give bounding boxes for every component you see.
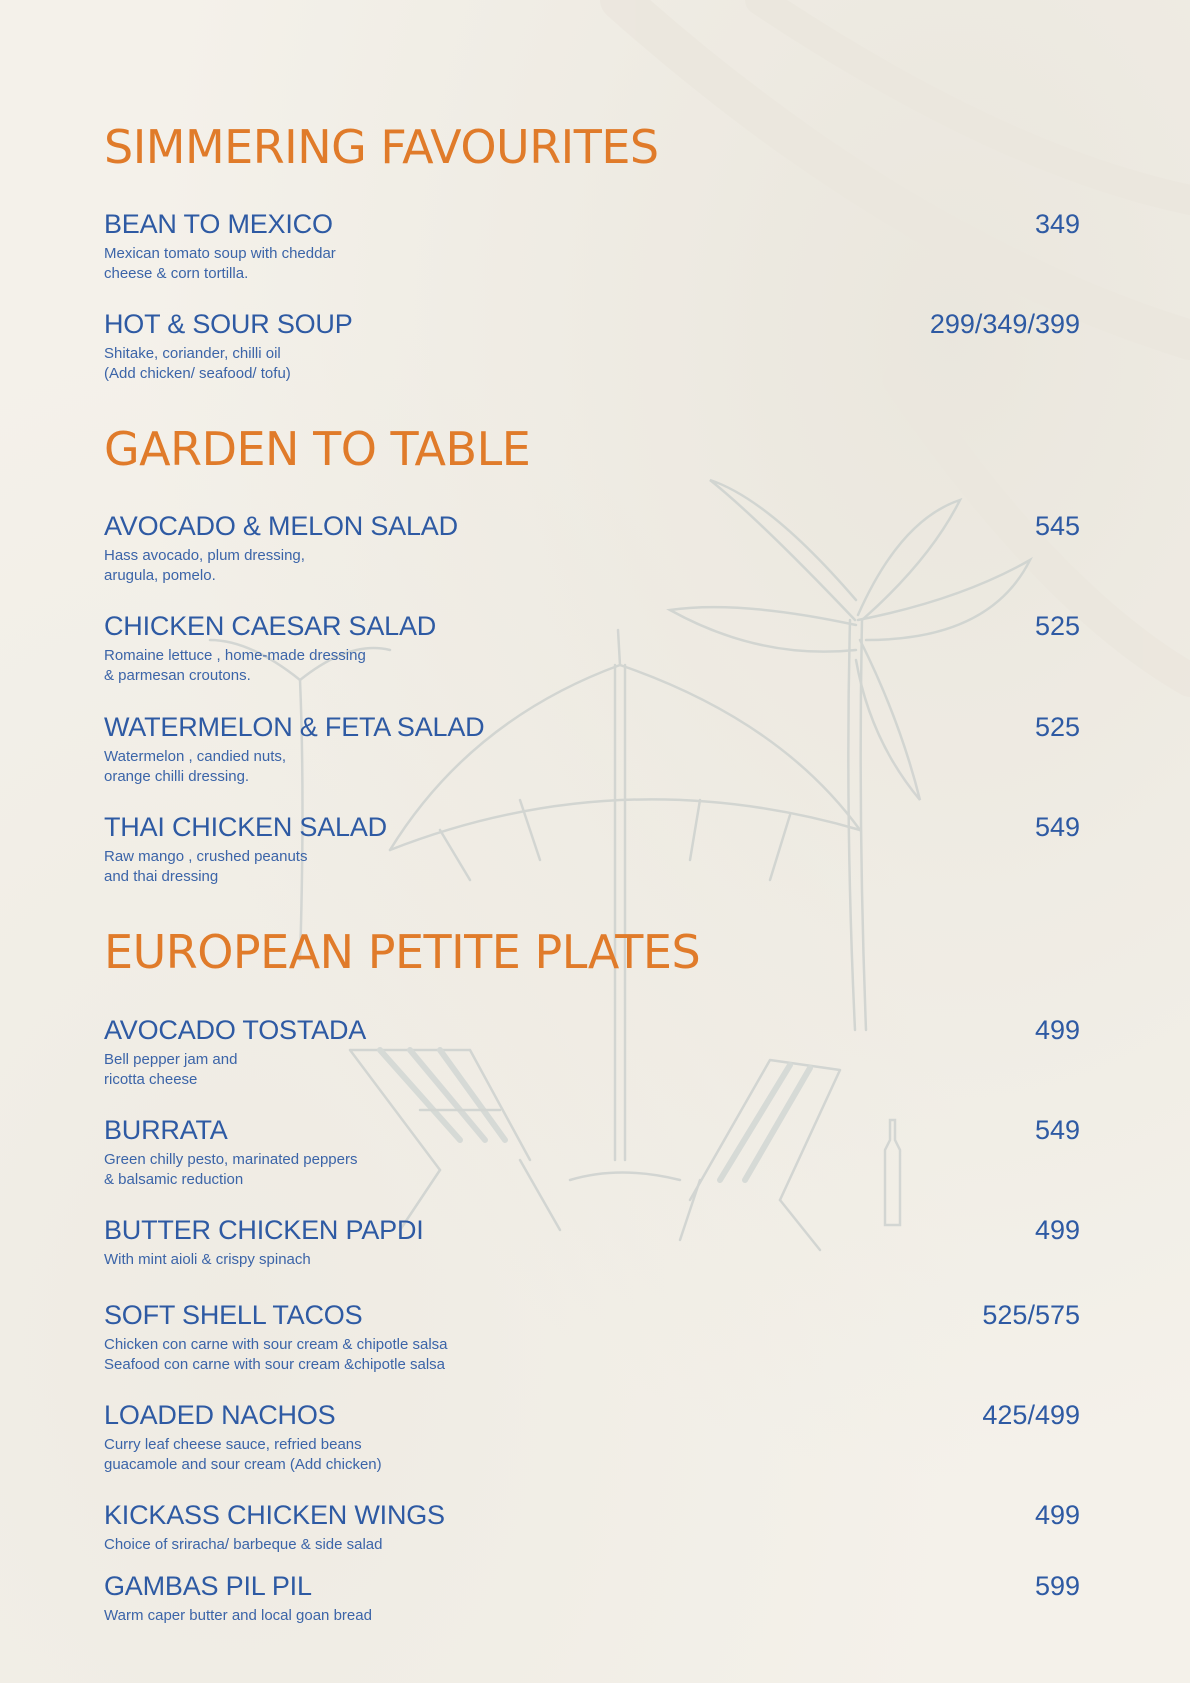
section-title-european-petite-plates: EUROPEAN PETITE PLATES: [104, 925, 701, 979]
item-price: 499: [1034, 1500, 1080, 1530]
item-price: 549: [1034, 1115, 1080, 1145]
item-name: SOFT SHELL TACOS: [104, 1300, 363, 1330]
menu-item-watermelon-feta-salad: [104, 711, 1080, 787]
item-description: With mint aioli & crispy spinach: [104, 1251, 311, 1268]
menu-item-avocado-melon-salad: [104, 510, 1080, 586]
item-name: THAI CHICKEN SALAD: [104, 812, 387, 842]
item-price: 425/499: [982, 1400, 1080, 1430]
item-price: 525: [1034, 712, 1080, 742]
item-description: Hass avocado, plum dressing, arugula, pomelo.: [104, 547, 305, 584]
item-name: CHICKEN CAESAR SALAD: [104, 611, 437, 641]
menu-item-kickass-chicken-wings: [104, 1499, 1080, 1555]
item-description: Bell pepper jam and ricotta cheese: [104, 1051, 238, 1088]
item-description: Shitake, coriander, chilli oil (Add chicken/ seafood/ tofu): [104, 345, 291, 382]
menu-item-soft-shell-tacos: [104, 1299, 1080, 1375]
menu-item-butter-chicken-papdi: [104, 1214, 1080, 1270]
item-name: BUTTER CHICKEN PAPDI: [104, 1215, 424, 1245]
item-price: 299/349/399: [929, 309, 1080, 339]
item-description: Watermelon , candied nuts, orange chilli dressing.: [104, 748, 287, 785]
item-description: Warm caper butter and local goan bread: [104, 1607, 372, 1624]
item-name: BURRATA: [104, 1115, 228, 1145]
menu-item-burrata: [104, 1114, 1080, 1190]
item-price: 599: [1034, 1571, 1080, 1601]
item-name: AVOCADO & MELON SALAD: [104, 511, 458, 541]
item-name: HOT & SOUR SOUP: [104, 309, 353, 339]
item-description: Raw mango , crushed peanuts and thai dressing: [104, 848, 308, 885]
item-price: 499: [1034, 1015, 1080, 1045]
menu-item-avocado-tostada: [104, 1014, 1080, 1090]
item-name: WATERMELON & FETA SALAD: [104, 712, 485, 742]
item-price: 525/575: [982, 1300, 1080, 1330]
item-description: Curry leaf cheese sauce, refried beans guacamole and sour cream (Add chicken): [104, 1436, 382, 1473]
item-description: Chicken con carne with sour cream & chipotle salsa Seafood con carne with sour cream &chipotle salsa: [104, 1336, 448, 1373]
item-price: 499: [1034, 1215, 1080, 1245]
item-name: KICKASS CHICKEN WINGS: [104, 1500, 445, 1530]
menu-item-loaded-nachos: [104, 1399, 1080, 1475]
item-name: BEAN TO MEXICO: [104, 209, 333, 239]
menu-item-gambas-pil-pil: [104, 1570, 1080, 1626]
item-description: Choice of sriracha/ barbeque & side salad: [104, 1536, 383, 1553]
item-description: Green chilly pesto, marinated peppers & balsamic reduction: [104, 1151, 358, 1188]
item-name: LOADED NACHOS: [104, 1400, 336, 1430]
item-price: 349: [1034, 209, 1080, 239]
menu-item-thai-chicken-salad: [104, 811, 1080, 887]
menu-item-hot-sour-soup: [104, 308, 1080, 384]
item-description: Mexican tomato soup with cheddar cheese & corn tortilla.: [104, 245, 336, 282]
item-description: Romaine lettuce , home-made dressing & parmesan croutons.: [104, 647, 366, 684]
item-price: 549: [1034, 812, 1080, 842]
item-price: 525: [1034, 611, 1080, 641]
item-name: AVOCADO TOSTADA: [104, 1015, 367, 1045]
item-price: 545: [1034, 511, 1080, 541]
section-title-simmering-favourites: SIMMERING FAVOURITES: [104, 120, 659, 174]
menu-item-chicken-caesar-salad: [104, 610, 1080, 686]
item-name: GAMBAS PIL PIL: [104, 1571, 312, 1601]
section-title-garden-to-table: GARDEN TO TABLE: [104, 422, 531, 476]
menu-item-bean-to-mexico: [104, 208, 1080, 284]
